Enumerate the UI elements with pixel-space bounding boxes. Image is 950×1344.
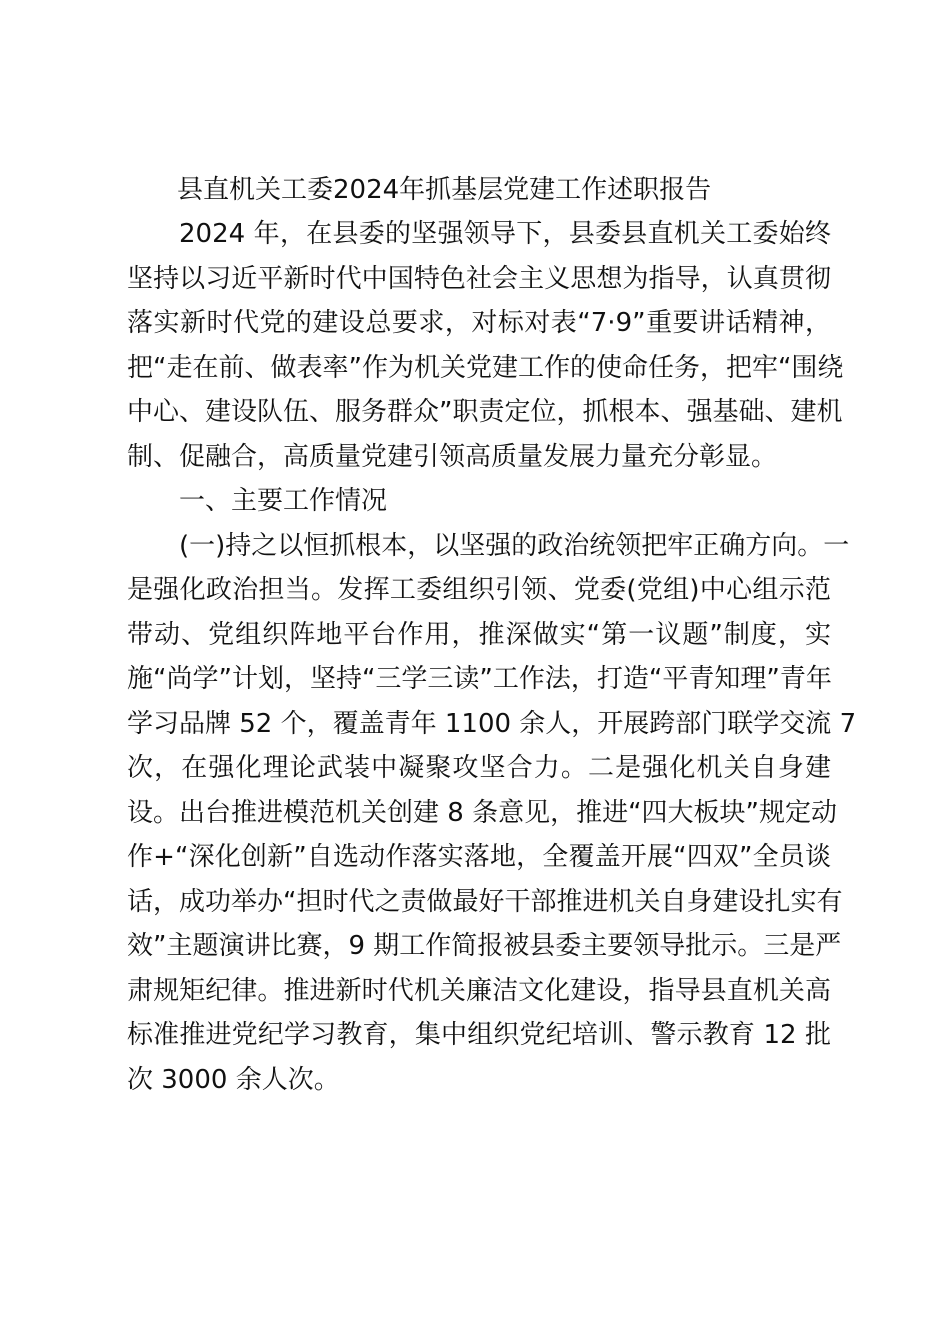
section1-line: 肃规矩纪律。推进新时代机关廉洁文化建设，指导县直机关高 bbox=[127, 975, 831, 1006]
section1-line: (一)持之以恒抓根本，以坚强的政治统领把牢正确方向。一 bbox=[179, 530, 850, 561]
intro-line: 坚持以习近平新时代中国特色社会主义思想为指导，认真贯彻 bbox=[127, 263, 831, 294]
intro-line: 制、促融合，高质量党建引领高质量发展力量充分彰显。 bbox=[127, 441, 778, 472]
section1-line: 作+“深化创新”自选动作落实落地，全覆盖开展“四双”全员谈 bbox=[127, 842, 831, 872]
section1-line: 次，在强化理论武装中凝聚攻坚合力。二是强化机关自身建 bbox=[127, 753, 831, 783]
section1-line: 带动、党组织阵地平台作用，推深做实“第一议题”制度，实 bbox=[127, 619, 831, 650]
section1-line: 标准推进党纪学习教育，集中组织党纪培训、警示教育 12 批 bbox=[127, 1020, 831, 1050]
section1-line: 效”主题演讲比赛，9 期工作简报被县委主要领导批示。三是严 bbox=[127, 931, 842, 961]
section1-line: 设。出台推进模范机关创建 8 条意见，推进“四大板块”规定动 bbox=[127, 797, 838, 828]
section1-line: 学习品牌 52 个，覆盖青年 1100 余人，开展跨部门联学交流 7 bbox=[127, 708, 857, 739]
section-heading bbox=[127, 479, 831, 524]
intro-line: 把“走在前、做表率”作为机关党建工作的使命任务，把牢“围绕 bbox=[127, 352, 844, 383]
document-title: 县直机关工委2024年抓基层党建工作述职报告 bbox=[177, 175, 712, 205]
document-page bbox=[127, 168, 857, 1102]
intro-line: 中心、建设队伍、服务群众”职责定位，抓根本、强基础、建机 bbox=[127, 397, 843, 427]
section1-paragraph bbox=[127, 524, 857, 1103]
intro-line: 落实新时代党的建设总要求，对标对表“7·9”重要讲话精神， bbox=[127, 308, 831, 338]
section1-line: 是强化政治担当。发挥工委组织引领、党委(党组)中心组示范 bbox=[127, 575, 831, 605]
section-heading-text: 一、主要工作情况 bbox=[179, 486, 388, 516]
section1-line: 施“尚学”计划，坚持“三学三读”工作法，打造“平青知理”青年 bbox=[127, 664, 832, 694]
section1-line: 话，成功举办“担时代之责做最好干部推进机关自身建设扎实有 bbox=[127, 886, 843, 917]
intro-line: 2024 年，在县委的坚强领导下，县委县直机关工委始终 bbox=[179, 219, 831, 249]
section1-line: 次 3000 余人次。 bbox=[127, 1064, 340, 1095]
intro-paragraph bbox=[127, 212, 844, 479]
